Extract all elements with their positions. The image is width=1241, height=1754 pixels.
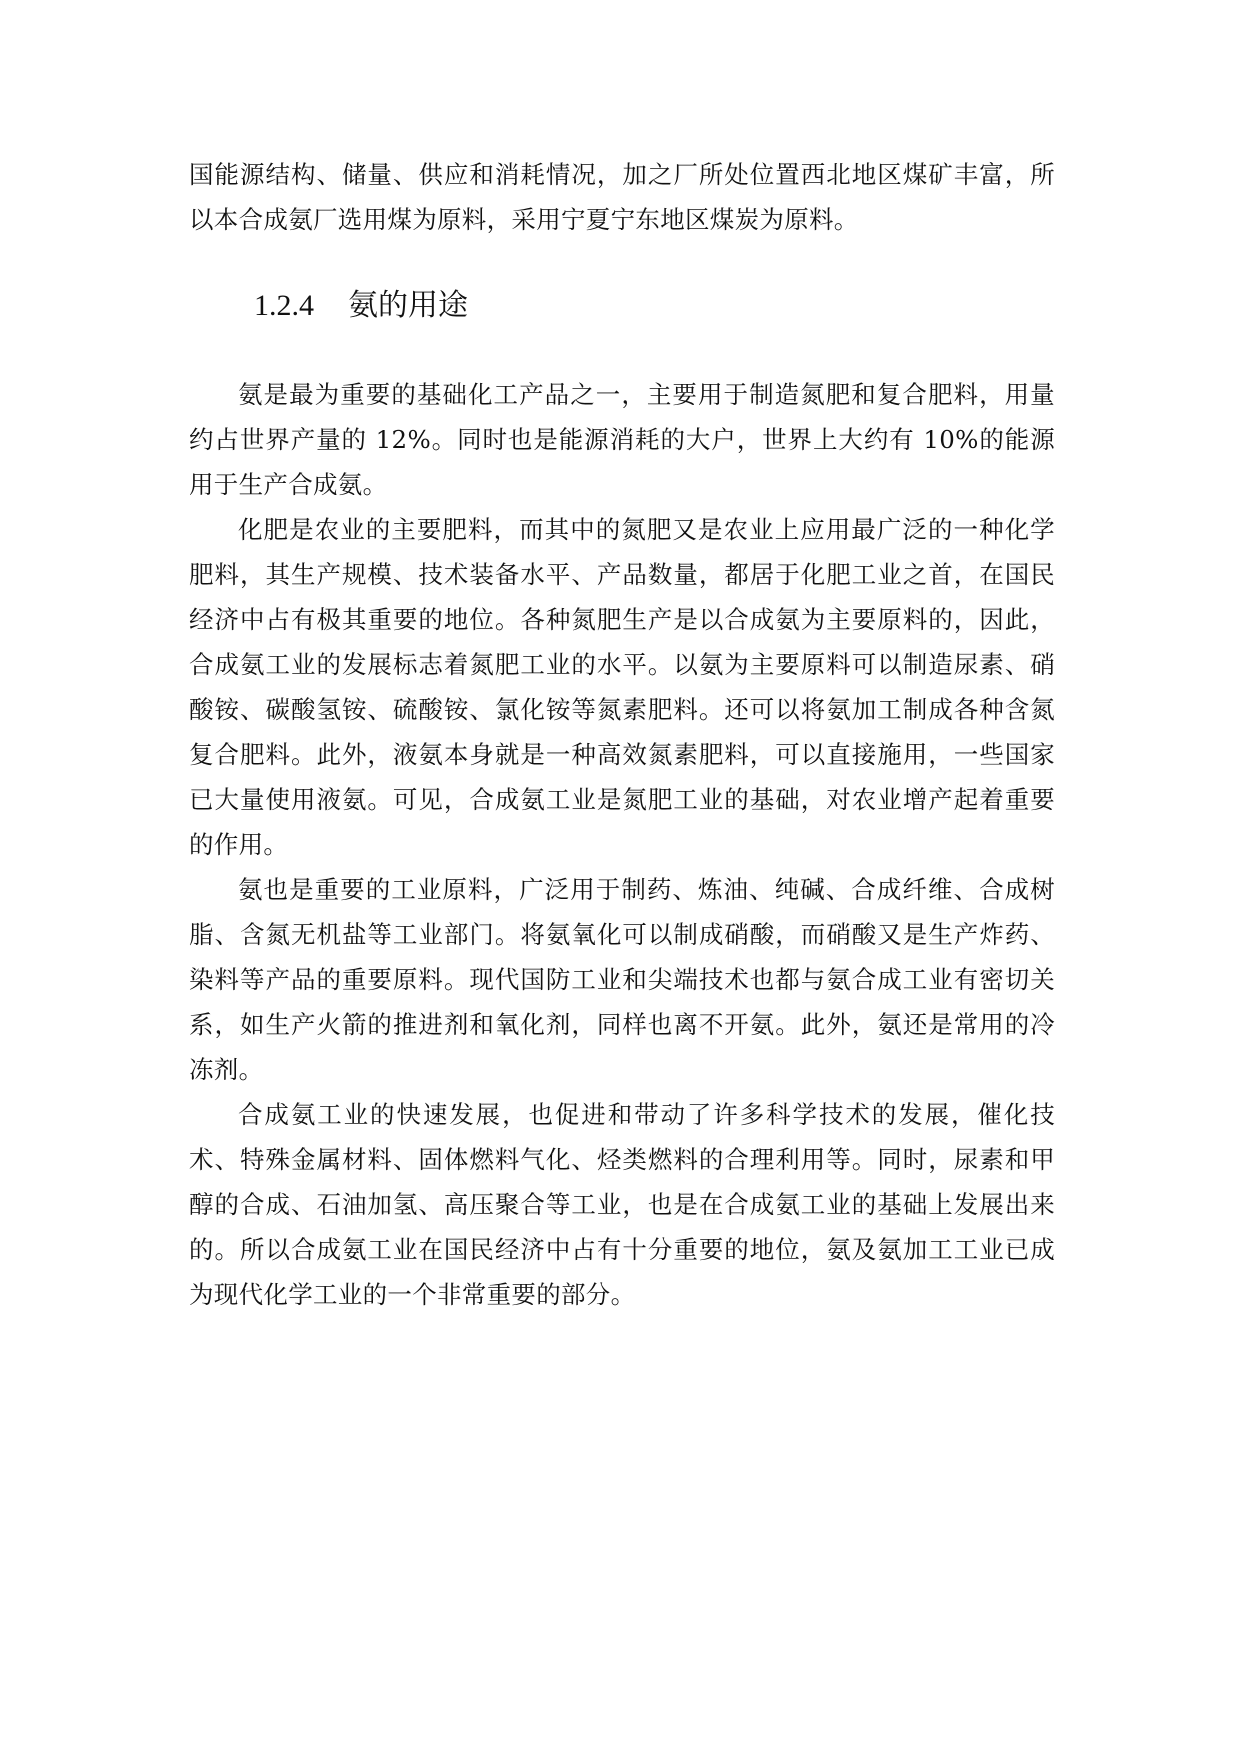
paragraph: 合成氨工业的快速发展，也促进和带动了许多科学技术的发展，催化技术、特殊金属材料、固体燃料气化、烃类燃料的合理利用等。同时，尿素和甲醇的合成、石油加氢、高压聚合等工业，也是在合成氨工业的基础上发展出来的。所以合成氨工业在国民经济中占有十分重要的地位，氨及氨加工工业已成为现代化学工业的一个非常重要的部分。 xyxy=(189,1100,1055,1309)
section-number: 1.2.4 xyxy=(254,289,314,322)
paragraph: 氨也是重要的工业原料，广泛用于制药、炼油、纯碱、合成纤维、合成树脂、含氮无机盐等工业部门。将氨氧化可以制成硝酸，而硝酸又是生产炸药、染料等产品的重要原料。现代国防工业和尖端技术也都与氨合成工业有密切关系，如生产火箭的推进剂和氧化剂，同样也离不开氨。此外，氨还是常用的冷冻剂。 xyxy=(189,875,1055,1084)
section-title: 氨的用途 xyxy=(348,288,468,323)
paragraph: 氨是最为重要的基础化工产品之一，主要用于制造氮肥和复合肥料，用量约占世界产量的 12%。同时也是能源消耗的大户，世界上大约有 10%的能源用于生产合成氨。 xyxy=(189,380,1055,499)
section-heading xyxy=(254,286,468,326)
continuation-paragraph: 国能源结构、储量、供应和消耗情况，加之厂所处位置西北地区煤矿丰富，所以本合成氨厂选用煤为原料，采用宁夏宁东地区煤炭为原料。 xyxy=(189,160,1055,234)
paragraph: 化肥是农业的主要肥料，而其中的氮肥又是农业上应用最广泛的一种化学肥料，其生产规模、技术装备水平、产品数量，都居于化肥工业之首，在国民经济中占有极其重要的地位。各种氮肥生产是以合成氨为主要原料的，因此，合成氨工业的发展标志着氮肥工业的水平。以氨为主要原料可以制造尿素、硝酸铵、碳酸氢铵、硫酸铵、氯化铵等氮素肥料。还可以将氨加工制成各种含氮复合肥料。此外，液氨本身就是一种高效氮素肥料，可以直接施用，一些国家已大量使用液氨。可见，合成氨工业是氮肥工业的基础，对农业增产起着重要的作用。 xyxy=(189,515,1055,859)
section-body xyxy=(189,372,1055,1317)
